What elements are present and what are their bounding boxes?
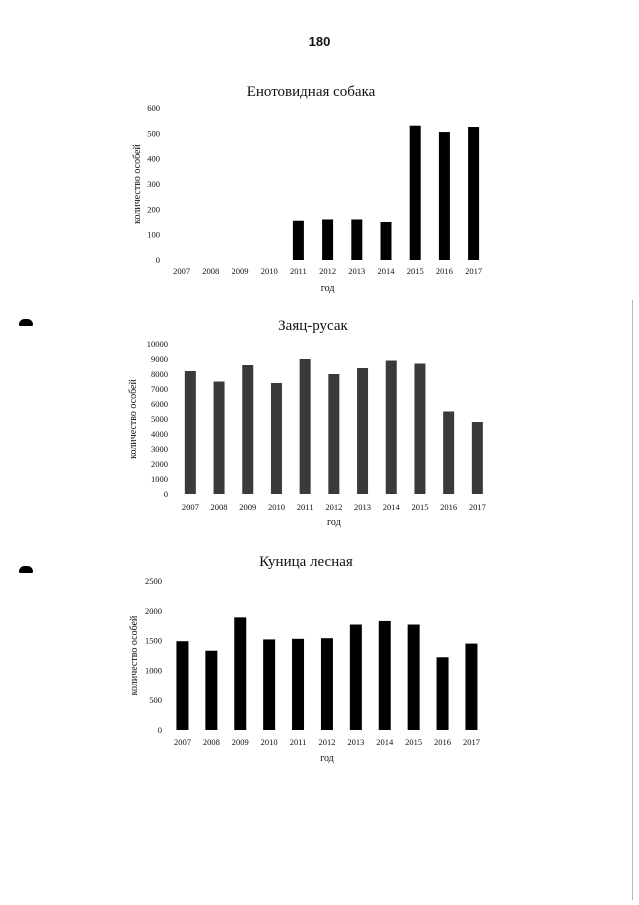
bar-2014: [386, 361, 397, 495]
x-tick-label: 2017: [465, 266, 483, 276]
chart-title: Куница лесная: [259, 554, 353, 570]
bar-2013: [351, 219, 362, 260]
y-tick-label: 2500: [145, 576, 162, 586]
bar-2016: [439, 132, 450, 260]
x-tick-label: 2013: [348, 266, 366, 276]
x-tick-label: 2008: [202, 737, 220, 747]
y-tick-label: 9000: [151, 354, 168, 364]
x-tick-label: 2010: [260, 737, 278, 747]
y-tick-label: 10000: [146, 339, 168, 349]
bar-2014: [381, 222, 392, 260]
x-tick-label: 2008: [210, 502, 228, 512]
x-tick-label: 2011: [296, 502, 314, 512]
y-tick-label: 400: [147, 153, 160, 164]
x-tick-label: 2017: [468, 502, 486, 512]
y-tick-label: 100: [147, 229, 160, 240]
x-tick-label: 2011: [289, 737, 307, 747]
x-tick-label: 2009: [239, 502, 257, 512]
y-tick-label: 7000: [151, 384, 168, 394]
x-tick-label: 2017: [462, 737, 480, 747]
y-axis-label: количество особей: [132, 144, 143, 224]
x-tick-label: 2013: [347, 737, 365, 747]
x-tick-label: 2010: [260, 266, 278, 276]
x-tick-label: 2009: [231, 737, 249, 747]
y-axis-label: количество особей: [128, 379, 139, 459]
y-tick-label: 0: [163, 489, 168, 499]
x-tick-label: 2015: [411, 502, 429, 512]
x-tick-label: 2015: [405, 737, 423, 747]
x-tick-label: 2014: [376, 737, 394, 747]
x-tick-label: 2016: [434, 737, 452, 747]
y-tick-label: 200: [147, 204, 160, 215]
bar-2017: [468, 127, 479, 260]
y-tick-label: 0: [157, 725, 162, 735]
x-axis-label: год: [320, 283, 335, 294]
x-tick-label: 2012: [318, 737, 336, 747]
y-tick-label: 1500: [145, 635, 162, 646]
bar-2015: [414, 364, 425, 495]
x-tick-label: 2007: [173, 266, 191, 276]
y-tick-label: 1000: [145, 665, 162, 676]
x-tick-label: 2007: [181, 502, 199, 512]
bar-2012: [328, 374, 339, 494]
y-tick-label: 1000: [151, 474, 168, 484]
y-tick-label: 600: [147, 103, 160, 113]
bar-2011: [292, 639, 304, 730]
bar-2010: [271, 383, 282, 494]
x-tick-label: 2016: [440, 502, 458, 512]
bar-2016: [443, 412, 454, 495]
bar-2009: [242, 365, 253, 494]
x-tick-label: 2013: [354, 502, 372, 512]
bar-2011: [300, 359, 311, 494]
bar-2017: [465, 644, 477, 730]
y-tick-label: 6000: [151, 399, 168, 409]
hare-chart: [0, 312, 639, 552]
x-tick-label: 2007: [173, 737, 191, 747]
bar-2014: [379, 621, 391, 730]
raccoon-dog-chart: [0, 78, 639, 318]
bar-2007: [185, 371, 196, 494]
x-tick-label: 2008: [202, 266, 220, 276]
x-tick-label: 2010: [267, 502, 285, 512]
y-tick-label: 8000: [151, 369, 168, 379]
bar-2012: [322, 219, 333, 260]
y-tick-label: 5000: [151, 414, 168, 424]
x-axis-label: год: [327, 517, 341, 528]
x-tick-label: 2012: [325, 502, 343, 512]
x-tick-label: 2012: [319, 266, 337, 276]
x-tick-label: 2014: [382, 502, 400, 512]
x-tick-label: 2011: [290, 266, 307, 276]
y-tick-label: 500: [149, 695, 162, 706]
bar-2015: [408, 625, 420, 730]
x-tick-label: 2016: [435, 266, 453, 276]
y-tick-label: 4000: [151, 429, 168, 439]
chart-title: Енотовидная собака: [246, 84, 376, 100]
bar-2012: [321, 638, 333, 730]
x-axis-label: год: [320, 753, 334, 764]
bar-2008: [205, 651, 217, 730]
bar-2010: [263, 639, 275, 730]
bar-2015: [410, 126, 421, 260]
y-tick-label: 300: [147, 179, 160, 189]
bar-2017: [472, 422, 483, 494]
chart-title: Заяц-русак: [278, 318, 348, 334]
x-tick-label: 2014: [377, 266, 395, 276]
bar-2016: [437, 657, 449, 730]
bar-2013: [350, 625, 362, 730]
y-tick-label: 2000: [145, 605, 162, 616]
bar-2007: [176, 641, 188, 730]
y-axis-label: количество особей: [129, 615, 140, 696]
x-tick-label: 2009: [231, 266, 249, 276]
bar-2013: [357, 368, 368, 494]
y-tick-label: 3000: [151, 444, 168, 454]
bar-2008: [214, 382, 225, 495]
bar-2011: [293, 221, 304, 260]
y-tick-label: 0: [155, 255, 160, 265]
x-tick-label: 2015: [406, 266, 424, 276]
page-number: 180: [308, 34, 331, 49]
y-tick-label: 2000: [151, 459, 168, 469]
y-tick-label: 500: [147, 128, 160, 139]
bar-2009: [234, 617, 246, 730]
marten-chart: [0, 548, 639, 788]
